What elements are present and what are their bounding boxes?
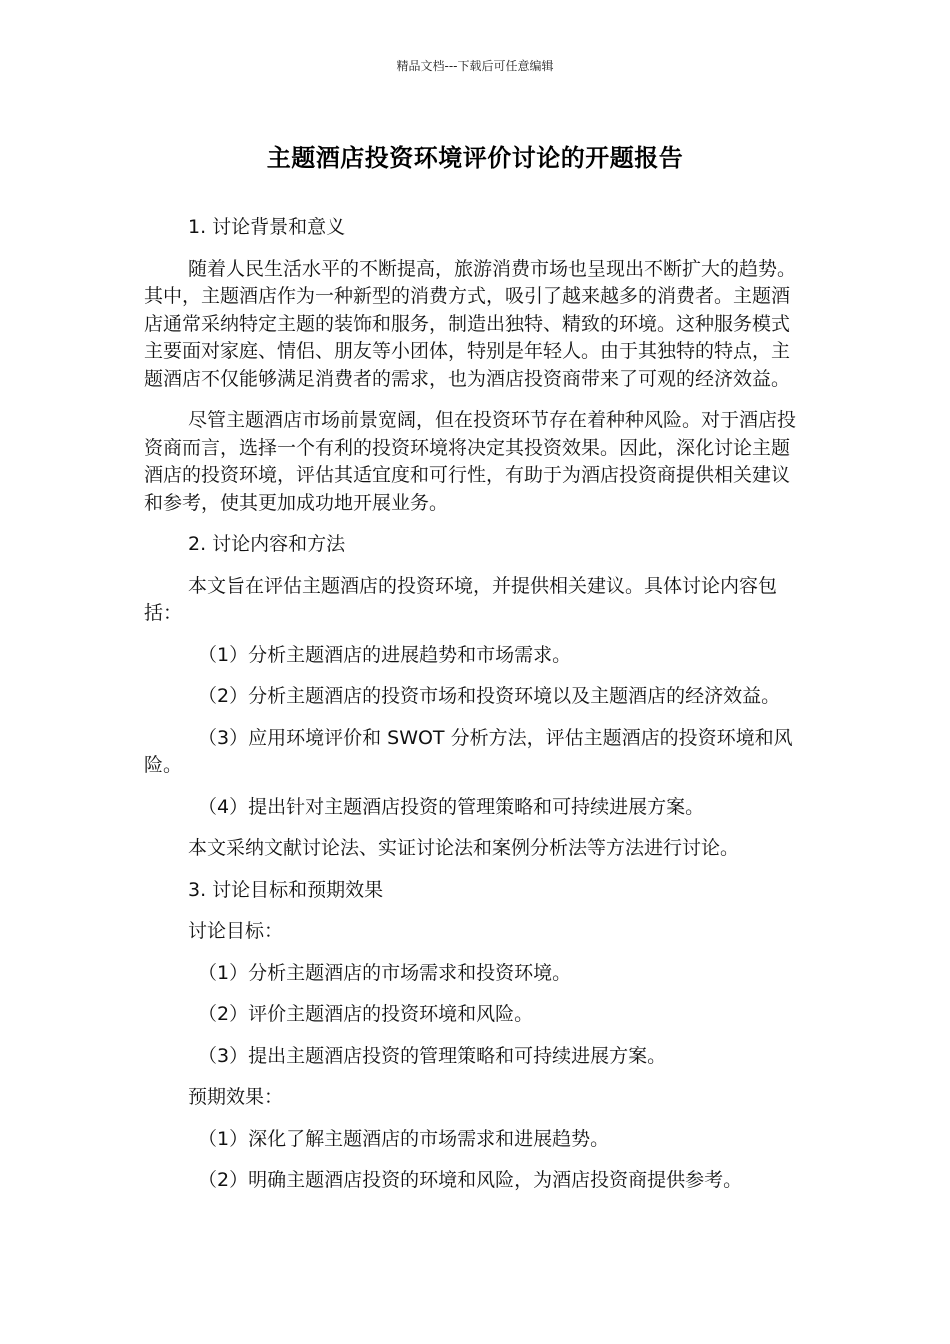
- list-item: （2）明确主题酒店投资的环境和风险，为酒店投资商提供参考。: [198, 1169, 743, 1191]
- paragraph: 本文旨在评估主题酒店的投资环境，并提供相关建议。具体讨论内容包括：: [144, 574, 778, 624]
- page-header: 精品文档---下载后可任意编辑: [396, 59, 554, 73]
- list-item: （4）提出针对主题酒店投资的管理策略和可持续进展方案。: [198, 795, 705, 818]
- list-item: （3）应用环境评价和 SWOT 分析方法，评估主题酒店的投资环境和风险。: [144, 726, 793, 776]
- paragraph: 随着人民生活水平的不断提高，旅游消费市场也呈现出不断扩大的趋势。其中，主题酒店作为一种新型的消费方式，吸引了越来越多的消费者。主题酒店通常采纳特定主题的装饰和服务，制造出独特、精致的环境。这种服务模式主要面对家庭、情侣、朋友等小团体，特别是年轻人。由于其独特的特点，主题酒店不仅能够满足消费者的需求，也为酒店投资商带来了可观的经济效益。: [144, 257, 797, 390]
- list-item: （1）分析主题酒店的进展趋势和市场需求。: [198, 643, 572, 666]
- document-title: 主题酒店投资环境评价讨论的开题报告: [266, 144, 684, 172]
- list-item: （1）深化了解主题酒店的市场需求和进展趋势。: [198, 1127, 610, 1150]
- section-heading-3: 3. 讨论目标和预期效果: [188, 878, 384, 901]
- list-item: （2）评价主题酒店的投资环境和风险。: [198, 1003, 534, 1025]
- list-item: （3）提出主题酒店投资的管理策略和可持续进展方案。: [198, 1044, 667, 1067]
- section-heading-2: 2. 讨论内容和方法: [188, 533, 346, 555]
- goals-label: 讨论目标：: [188, 920, 284, 942]
- effects-label: 预期效果：: [188, 1086, 284, 1108]
- paragraph: 尽管主题酒店市场前景宽阔，但在投资环节存在着种种风险。对于酒店投资商而言，选择一个有利的投资环境将决定其投资效果。因此，深化讨论主题酒店的投资环境，评估其适宜度和可行性，有助于为酒店投资商提供相关建议和参考，使其更加成功地开展业务。: [144, 409, 797, 514]
- section-heading-1: 1. 讨论背景和意义: [188, 216, 346, 238]
- paragraph: 本文采纳文献讨论法、实证讨论法和案例分析法等方法进行讨论。: [188, 837, 740, 859]
- document-body: [144, 214, 799, 1195]
- list-item: （1）分析主题酒店的市场需求和投资环境。: [198, 961, 572, 984]
- list-item: （2）分析主题酒店的投资市场和投资环境以及主题酒店的经济效益。: [198, 685, 781, 707]
